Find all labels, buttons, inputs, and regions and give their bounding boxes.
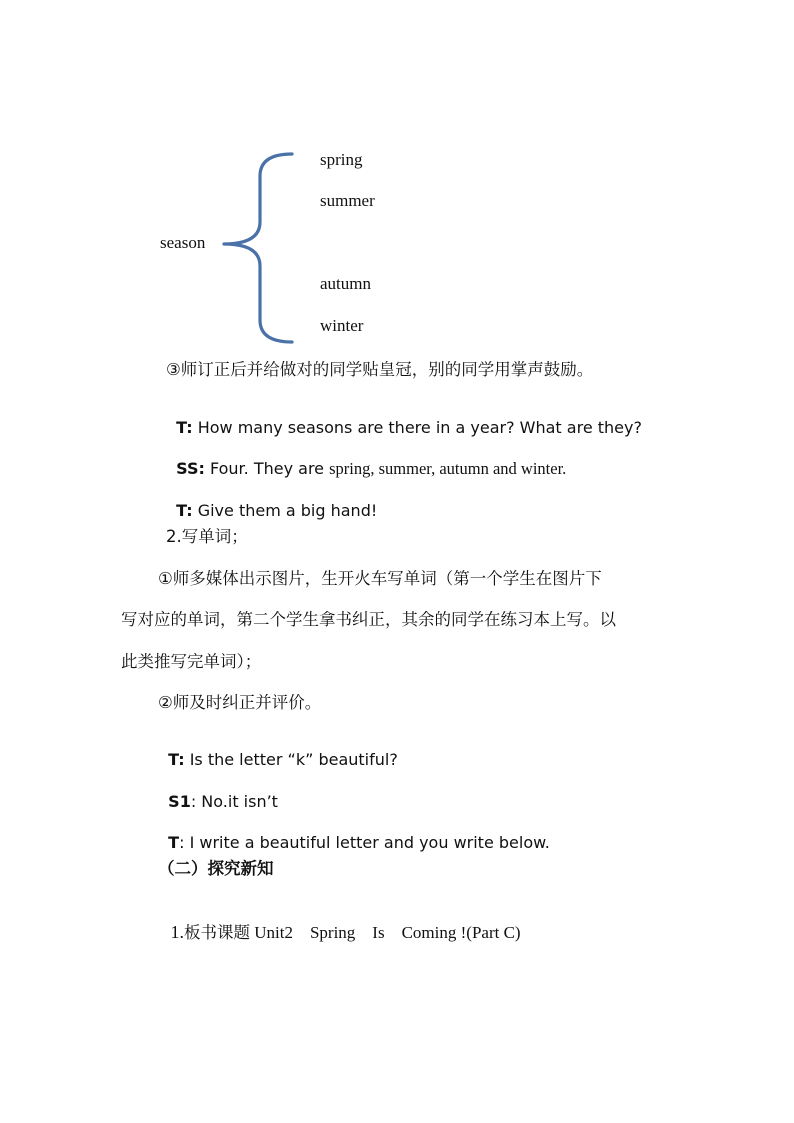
diagram-item-autumn: autumn bbox=[320, 274, 371, 293]
speaker-label: SS: bbox=[176, 459, 205, 478]
lesson-title-text: Unit2 Spring Is Coming !(Part C) bbox=[250, 923, 521, 942]
dialogue-text: How many seasons are there in a year? What are they? bbox=[192, 418, 642, 437]
section-heading: （二）探究新知 bbox=[158, 859, 274, 878]
dialogue-text: : I write a beautiful letter and you write below. bbox=[179, 833, 550, 852]
list-number: 1. bbox=[170, 922, 184, 942]
diagram-root-season: season bbox=[160, 233, 206, 252]
dialogue-text: Four. They are bbox=[204, 459, 330, 478]
dialogue-line bbox=[166, 440, 566, 479]
paragraph-line: 2.写单词； bbox=[166, 527, 248, 546]
dialogue-text: Is the letter “k” beautiful? bbox=[184, 750, 398, 769]
speaker-label: T bbox=[168, 833, 180, 852]
dialogue-line bbox=[158, 731, 398, 769]
diagram-item-winter: winter bbox=[320, 316, 364, 335]
lesson-title-line bbox=[162, 899, 521, 943]
dialogue-line bbox=[158, 814, 550, 852]
paragraph-line: ①师多媒体出示图片，生开火车写单词（第一个学生在图片下 bbox=[158, 569, 602, 588]
speaker-label: T: bbox=[176, 418, 193, 437]
paragraph-line: ③师订正后并给做对的同学贴皇冠，别的同学用掌声鼓励。 bbox=[166, 360, 594, 379]
diagram-item-spring: spring bbox=[320, 150, 363, 169]
speaker-label: T: bbox=[168, 750, 185, 769]
lesson-title-label: 板书课题 bbox=[184, 923, 250, 942]
paragraph-line: ②师及时纠正并评价。 bbox=[158, 693, 322, 712]
curly-brace-icon bbox=[218, 150, 298, 346]
diagram-item-summer: summer bbox=[320, 191, 375, 210]
speaker-label: T: bbox=[176, 501, 193, 520]
dialogue-text-serif: spring, summer, autumn and winter. bbox=[329, 459, 567, 478]
dialogue-text: : No.it isn’t bbox=[190, 792, 278, 811]
dialogue-line bbox=[166, 482, 377, 520]
speaker-label: S1 bbox=[168, 792, 191, 811]
dialogue-line bbox=[166, 399, 642, 437]
paragraph-line: 此类推写完单词）； bbox=[121, 652, 262, 671]
dialogue-text: Give them a big hand! bbox=[192, 501, 378, 520]
paragraph-line: 写对应的单词，第二个学生拿书纠正，其余的同学在练习本上写。以 bbox=[121, 610, 616, 629]
dialogue-line bbox=[158, 773, 278, 811]
